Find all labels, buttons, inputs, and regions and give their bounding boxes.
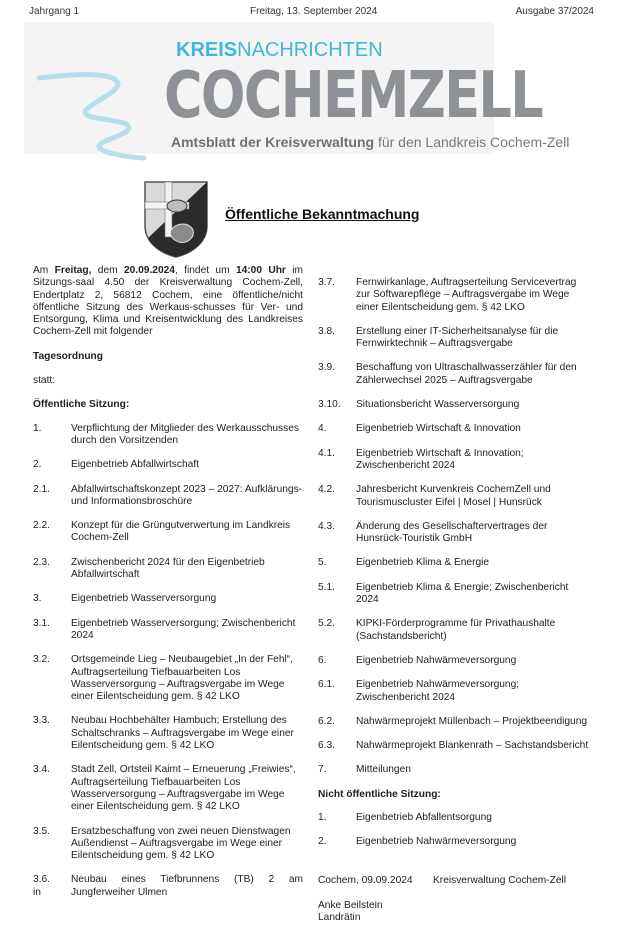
agenda-item-number: 4.2. (318, 484, 335, 496)
agenda-item-text: Eigenbetrieb Wasserversorgung; Zwischenbericht 2024 (71, 617, 296, 641)
intro-paragraph (33, 265, 303, 339)
agenda-item-text: Verpflichtung der Mitglieder des Werkausschusses durch den Vorsitzenden (71, 422, 300, 446)
agenda-item-number: 6.2. (318, 715, 335, 727)
agenda-item-text: Neubau Hochbehälter Hambuch; Erstellung des Schaltschranks – Auftragsvergabe im Wege einer Eilentscheidung gem. § 42 LKO (71, 715, 294, 752)
agenda-item-text: Eigenbetrieb Klima & Energie; Zwischenbericht 2024 (356, 581, 569, 606)
agenda-item (33, 618, 303, 643)
agenda-item (33, 423, 303, 448)
agenda-item (318, 582, 593, 607)
agenda-item (318, 740, 593, 752)
agenda-item-number: 3.8. (318, 325, 335, 337)
agenda-item-number: 2. (33, 459, 42, 471)
subtitle-rest: für den Landkreis Cochem-Zell (374, 134, 570, 150)
agenda-item (318, 521, 593, 546)
agenda-item-number: 3.9. (318, 362, 335, 374)
agenda-item (33, 520, 303, 545)
agenda-item-text: Beschaffung von Ultraschallwasserzähler für den Zählerwechsel 2025 – Auftragsvergabe (356, 362, 577, 386)
agenda-item-number: 2.3. (33, 556, 50, 568)
agenda-item-text: Eigenbetrieb Nahwärmeversorgung; Zwischenbericht 2024 (356, 679, 520, 703)
agenda-item-number: 3.10. (318, 399, 341, 411)
agenda-item (318, 764, 593, 776)
agenda-item-number: 3. (33, 593, 42, 605)
agenda-item-number: 4. (318, 423, 327, 435)
agenda-item-number: 6.3. (318, 740, 335, 752)
agenda-item-text: Abfallwirtschaftskonzept 2023 – 2027: Aufklärungs- und Informationsbroschüre (71, 483, 303, 507)
agenda-item (33, 593, 303, 605)
logo-kreis-bold: KREIS (176, 39, 238, 61)
agenda-item-text: Eigenbetrieb Wirtschaft & Innovation; Zwischenbericht 2024 (356, 447, 524, 471)
river-icon (34, 52, 154, 162)
agenda-item (33, 715, 303, 752)
agenda-item (318, 326, 593, 351)
agenda-item (33, 826, 303, 863)
public-session-heading: Öffentliche Sitzung: (33, 399, 130, 411)
agenda-item-text: Neubau eines Tiefbrunnens (TB) 2 am Jungferweiher Ulmen (71, 874, 303, 898)
agenda-item (33, 484, 303, 509)
agenda-item-text: KIPKI-Förderprogramme für Privathaushalte (Sachstandsbericht) (356, 618, 556, 642)
agenda-item-number: 2.1. (33, 483, 50, 495)
agenda-item (318, 484, 593, 509)
agenda-item-text: Eigenbetrieb Abfallentsorgung (356, 812, 492, 824)
agenda-item (33, 459, 303, 471)
agenda-item-text: Eigenbetrieb Abfallwirtschaft (71, 459, 199, 471)
agenda-item-text: Eigenbetrieb Wasserversorgung (71, 593, 217, 605)
agenda-item-number: 2. (318, 836, 327, 848)
agenda-item-text: Stadt Zell, Ortsteil Kaimt – Erneuerung „Freiwies“, Auftragserteilung Tiefbauarbeiten Los Wasserversorgung – Auftragsvergabe im Wege einer Eilentscheidung gem. § 42 LKO (71, 764, 296, 813)
agenda-item-number: 2.2. (33, 520, 50, 532)
notice-title: Öffentliche Bekanntmachung (225, 206, 420, 222)
agenda-item (318, 557, 593, 569)
agenda-item (33, 874, 303, 899)
signer-role: Landrätin (318, 912, 361, 924)
right-column (318, 265, 593, 925)
agenda-item-number: 4.1. (318, 447, 335, 459)
logo-nachrichten: NACHRICHTEN (237, 39, 383, 61)
agenda-label: Tagesordnung (33, 350, 103, 362)
agenda-item-number: 3.6. in (33, 874, 50, 898)
agenda-item-text: Änderung des Gesellschaftervertrages der Hunsrück-Touristik GmbH (356, 520, 548, 545)
agenda-item-text: Konzept für die Grüngutverwertung im Landkreis Cochem-Zell (71, 520, 291, 544)
left-column (33, 265, 303, 899)
agenda-item-text: Eigenbetrieb Wirtschaft & Innovation (356, 423, 521, 435)
agenda-item-number: 3.5. (33, 825, 50, 837)
agenda-item-text: Situationsbericht Wasserversorgung (356, 399, 520, 411)
statt-text: statt: (33, 375, 56, 387)
agenda-item-text: Mitteilungen (356, 764, 411, 776)
agenda-item (33, 654, 303, 703)
logo-kreisnachrichten (176, 40, 383, 60)
authority: Kreisverwaltung Cochem-Zell (433, 874, 567, 886)
masthead-subtitle (171, 134, 569, 151)
agenda-item-number: 7. (318, 764, 327, 776)
agenda-item-text: Fernwirkanlage, Auftragserteilung Servicevertrag zur Softwarepflege – Auftragsvergabe im Wege einer Eilentscheidung gem. § 42 LKO (356, 277, 577, 313)
agenda-item-text: Zwischenbericht 2024 für den Eigenbetrieb Abfallwirtschaft (71, 556, 265, 581)
volume-label: Jahrgang 1 (29, 6, 80, 17)
agenda-item (318, 716, 593, 728)
agenda-item-number: 1. (33, 422, 42, 434)
agenda-item-number: 3.4. (33, 764, 50, 776)
agenda-item (318, 812, 593, 824)
agenda-item (33, 557, 303, 582)
agenda-item (318, 448, 593, 473)
private-session-heading: Nicht öffentliche Sitzung: (318, 788, 441, 800)
agenda-item-text: Ortsgemeinde Lieg – Neubaugebiet „In der Fehl“, Auftragserteilung Tiefbauarbeiten Los Wasserversorgung – Auftragsvergabe im Wege einer Eilentscheidung gem. § 42 LKO (71, 654, 293, 703)
agenda-item-text: Jahresbericht Kurvenkreis CochemZell und Tourismuscluster Eifel | Mosel | Hunsrück (356, 484, 551, 508)
place-date: Cochem, 09.09.2024 (318, 874, 413, 886)
private-agenda-list (318, 812, 593, 849)
agenda-item-text: Erstellung einer IT-Sicherheitsanalyse für die Fernwirktechnik – Auftragsvergabe (356, 325, 559, 350)
agenda-item-number: 5. (318, 557, 327, 569)
public-agenda-list-left (33, 423, 303, 899)
intro-text: Am (33, 265, 55, 276)
agenda-item (33, 764, 303, 813)
agenda-item-number: 3.1. (33, 617, 50, 629)
issue-date: Freitag, 13. September 2024 (250, 6, 378, 17)
agenda-item (318, 423, 593, 435)
intro-day: Freitag, (54, 265, 92, 276)
agenda-item-text: Ersatzbeschaffung von zwei neuen Dienstwagen Außendienst – Auftragsvergabe im Wege einer Eilentscheidung gem. § 42 LKO (71, 825, 291, 862)
agenda-item-number: 3.2. (33, 654, 50, 666)
agenda-item (318, 277, 593, 314)
agenda-item-text: Eigenbetrieb Klima & Energie (356, 557, 490, 569)
agenda-item (318, 679, 593, 704)
signer-name: Anke Beilstein (318, 899, 383, 911)
public-agenda-list-right (318, 277, 593, 777)
agenda-item-text: Nahwärmeprojekt Müllenbach – Projektbeendigung (356, 715, 588, 727)
subtitle-bold: Amtsblatt der Kreisverwaltung (171, 134, 375, 150)
agenda-item-number: 5.2. (318, 618, 335, 630)
agenda-item-text: Eigenbetrieb Nahwärmeversorgung (356, 654, 517, 666)
coat-of-arms-icon (143, 180, 209, 258)
agenda-item (318, 399, 593, 411)
intro-text: im Sitzungs-saal 4.50 der Kreisverwaltung Cochem-Zell, Endertplatz 2, 56812 Cochem, eine öffentliche/nicht öffentliche Sitzung des Werkaus-schusses für Ver- und Entsorgung, Klima und Kreisentwicklung des Landkreises Cochem-Zell mit folgender (33, 265, 303, 338)
intro-text: dem (91, 265, 124, 276)
intro-text: , findet um (174, 265, 236, 276)
agenda-item (318, 618, 593, 643)
agenda-item (318, 655, 593, 667)
agenda-item-text: Eigenbetrieb Nahwärmeversorgung (356, 836, 517, 848)
agenda-item-number: 4.3. (318, 520, 335, 532)
agenda-item (318, 836, 593, 848)
agenda-item-text: Nahwärmeprojekt Blankenrath – Sachstandsbericht (356, 740, 589, 752)
agenda-item-number: 1. (318, 812, 327, 824)
agenda-item-number: 6.1. (318, 679, 335, 691)
intro-time: 14:00 Uhr (235, 265, 286, 276)
intro-date: 20.09.2024 (123, 265, 175, 276)
agenda-item-number: 3.7. (318, 277, 335, 288)
agenda-item (318, 362, 593, 387)
signature-line (318, 875, 593, 887)
logo-cochemzell: COCHEMZELL (164, 59, 543, 133)
agenda-item-number: 6. (318, 654, 327, 666)
issue-number: Ausgabe 37/2024 (515, 6, 594, 17)
agenda-item-number: 5.1. (318, 581, 335, 593)
agenda-item-number: 3.3. (33, 715, 50, 727)
